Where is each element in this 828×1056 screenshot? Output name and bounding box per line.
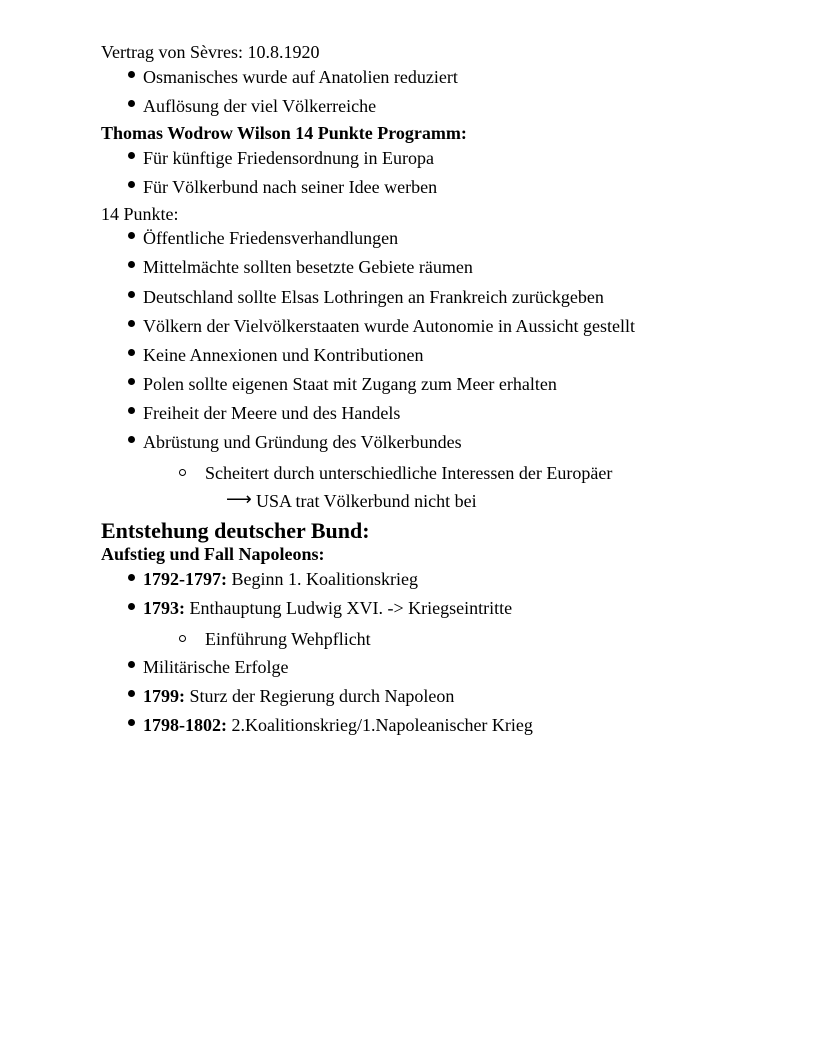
section-heading: Entstehung deutscher Bund: bbox=[101, 518, 370, 543]
list-item: Mittelmächte sollten besetzte Gebiete räumen bbox=[143, 257, 473, 277]
sub-list-item: Einführung Wehpflicht bbox=[205, 629, 371, 649]
list-item: Militärische Erfolge bbox=[143, 657, 289, 677]
list-item: Abrüstung und Gründung des Völkerbundes bbox=[143, 432, 462, 452]
list-item: Für künftige Friedensordnung in Europa bbox=[143, 148, 434, 168]
bullet-icon bbox=[128, 152, 135, 159]
wilson-heading: Thomas Wodrow Wilson 14 Punkte Programm: bbox=[101, 123, 467, 143]
list-item: Deutschland sollte Elsas Lothringen an Frankreich zurückgeben bbox=[143, 287, 604, 307]
list-item: 1799: Sturz der Regierung durch Napoleon bbox=[143, 686, 455, 706]
bullet-icon bbox=[128, 603, 135, 610]
bullet-icon bbox=[128, 100, 135, 107]
circle-bullet-icon bbox=[179, 469, 186, 476]
list-item: Keine Annexionen und Kontributionen bbox=[143, 345, 424, 365]
treaty-line: Vertrag von Sèvres: 10.8.1920 bbox=[101, 42, 320, 62]
bullet-icon bbox=[128, 436, 135, 443]
list-item: Auflösung der viel Völkerreiche bbox=[143, 96, 377, 116]
bullet-icon bbox=[128, 690, 135, 697]
section-subheading: Aufstieg und Fall Napoleons: bbox=[101, 544, 325, 564]
list-item: 1798-1802: 2.Koalitionskrieg/1.Napoleanischer Krieg bbox=[143, 715, 533, 735]
sub-list-item: Scheitert durch unterschiedliche Interessen der Europäer bbox=[205, 463, 613, 483]
list-item: Für Völkerbund nach seiner Idee werben bbox=[143, 177, 438, 197]
circle-bullet-icon bbox=[179, 635, 186, 642]
bullet-icon bbox=[128, 661, 135, 668]
bullet-icon bbox=[128, 291, 135, 298]
bullet-icon bbox=[128, 181, 135, 188]
list-item: Freiheit der Meere und des Handels bbox=[143, 403, 401, 423]
bullet-icon bbox=[128, 719, 135, 726]
bullet-icon bbox=[128, 574, 135, 581]
list-item: Osmanisches wurde auf Anatolien reduziert bbox=[143, 67, 458, 87]
arrow-line: USA trat Völkerbund nicht bei bbox=[256, 491, 477, 511]
list-item: Polen sollte eigenen Staat mit Zugang zum Meer erhalten bbox=[143, 374, 557, 394]
bullet-icon bbox=[128, 71, 135, 78]
bullet-icon bbox=[128, 320, 135, 327]
bullet-icon bbox=[128, 407, 135, 414]
bullet-icon bbox=[128, 232, 135, 239]
bullet-icon bbox=[128, 261, 135, 268]
arrow-right-icon: ⟶ bbox=[226, 489, 252, 510]
bullet-icon bbox=[128, 349, 135, 356]
list-item: Öffentliche Friedensverhandlungen bbox=[143, 228, 399, 248]
list-item: Völkern der Vielvölkerstaaten wurde Autonomie in Aussicht gestellt bbox=[143, 316, 635, 336]
list-item: 1792-1797: Beginn 1. Koalitionskrieg bbox=[143, 569, 418, 589]
points-heading: 14 Punkte: bbox=[101, 204, 179, 224]
list-item: 1793: Enthauptung Ludwig XVI. -> Kriegseintritte bbox=[143, 598, 513, 618]
bullet-icon bbox=[128, 378, 135, 385]
